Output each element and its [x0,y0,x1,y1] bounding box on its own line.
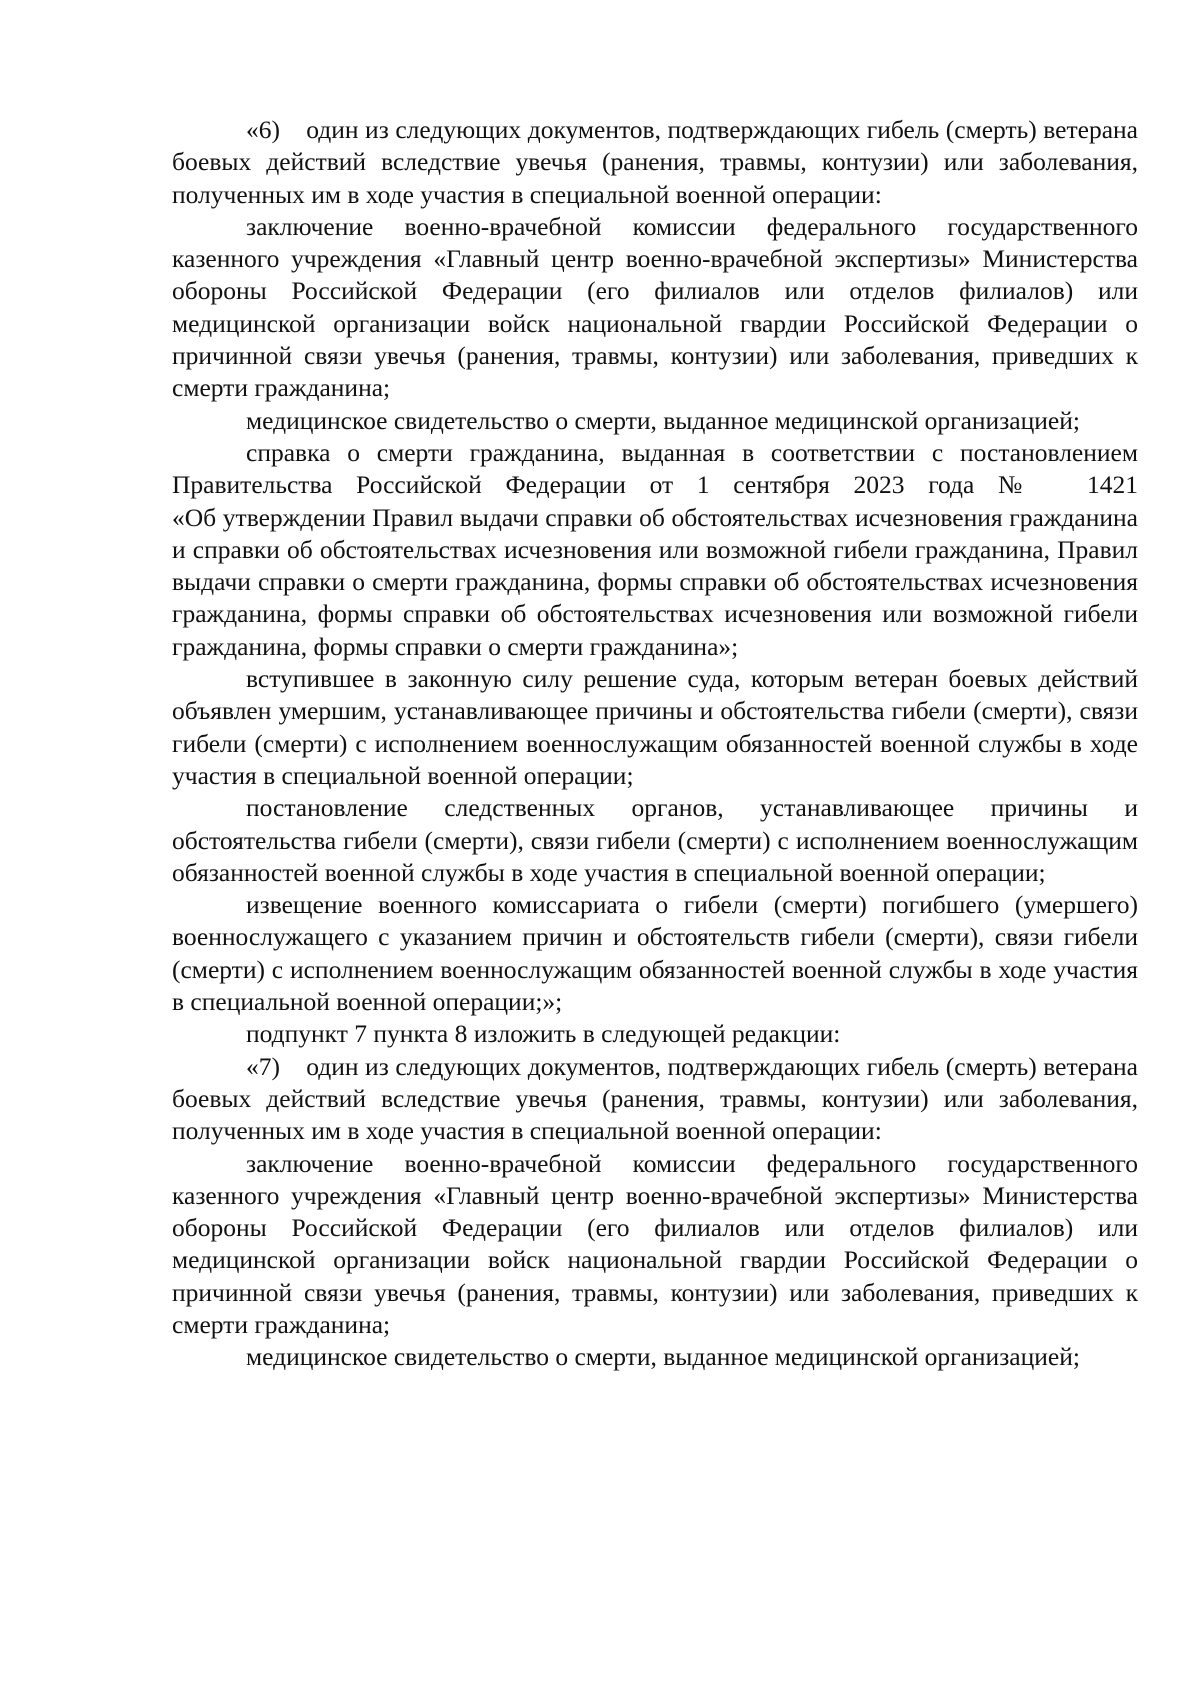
paragraph-investigation-resolution: постановление следственных органов, устанавливающее причины и обстоятельства гибели (смерти), связи гибели (смерти) с исполнением военнослужащим обязанностей военной службы в ходе участия в специальной военной операции; [172,793,1138,887]
paragraph-item-7-heading: «7) один из следующих документов, подтверждающих гибель (смерть) ветерана боевых действий вследствие увечья (ранения, травмы, контузии) или заболевания, полученных им в ходе участия в специальной военной операции: [172,1051,1138,1146]
paragraph-vvk-conclusion-2: заключение военно-врачебной комиссии федерального государственного казенного учреждения «Главный центр военно-врачебной экспертизы» Министерства обороны Российской Федерации (его филиалов или отделов филиалов) или медицинской организации войск национальной гвардии Российской Федерации о причинной связи увечья (ранения, травмы, контузии) или заболевания, приведших к смерти гражданина; [172,1148,1138,1339]
paragraph-amendment-instruction: подпункт 7 пункта 8 изложить в следующей редакции: [246,1019,841,1049]
paragraph-court-decision: вступившее в законную силу решение суда, которым ветеран боевых действий объявлен умершим, устанавливающее причины и обстоятельства гибели (смерти), связи гибели (смерти) с исполнением военнослужащим обязанностей военной службы в ходе участия в специальной военной операции; [172,664,1138,790]
paragraph-medical-certificate: медицинское свидетельство о смерти, выданное медицинской организацией; [246,405,1080,435]
paragraph-medical-certificate-2: медицинское свидетельство о смерти, выданное медицинской организацией; [246,1342,1080,1372]
paragraph-commissariat-notice: извещение военного комиссариата о гибели (смерти) погибшего (умершего) военнослужащего с указанием причин и обстоятельств гибели (смерти), связи гибели (смерти) с исполнением военнослужащим обязанностей военной службы в ходе участия в специальной военной операции;»; [172,890,1138,1017]
paragraph-item-6-heading: «6) один из следующих документов, подтверждающих гибель (смерть) ветерана боевых действий вследствие увечья (ранения, травмы, контузии) или заболевания, полученных им в ходе участия в специальной военной операции: [172,115,1138,209]
document-body [172,114,1138,1374]
paragraph-vvk-conclusion: заключение военно-врачебной комиссии федерального государственного казенного учреждения «Главный центр военно-врачебной экспертизы» Министерства обороны Российской Федерации (его филиалов или отделов филиалов) или медицинской организации войск национальной гвардии Российской Федерации о причинной связи увечья (ранения, травмы, контузии) или заболевания, приведших к смерти гражданина; [172,211,1138,403]
paragraph-death-certificate: справка о смерти гражданина, выданная в соответствии с постановлением Правительства Российской Федерации от 1 сентября 2023 года № 1421 «Об утверждении Правил выдачи справки об обстоятельствах исчезновения гражданина и справки об обстоятельствах исчезновения или возможной гибели гражданина, Правил выдачи справки о смерти гражданина, формы справки об обстоятельствах исчезновения гражданина, формы справки об обстоятельствах исчезновения или возможной гибели гражданина, формы справки о смерти гражданина»; [172,437,1138,661]
